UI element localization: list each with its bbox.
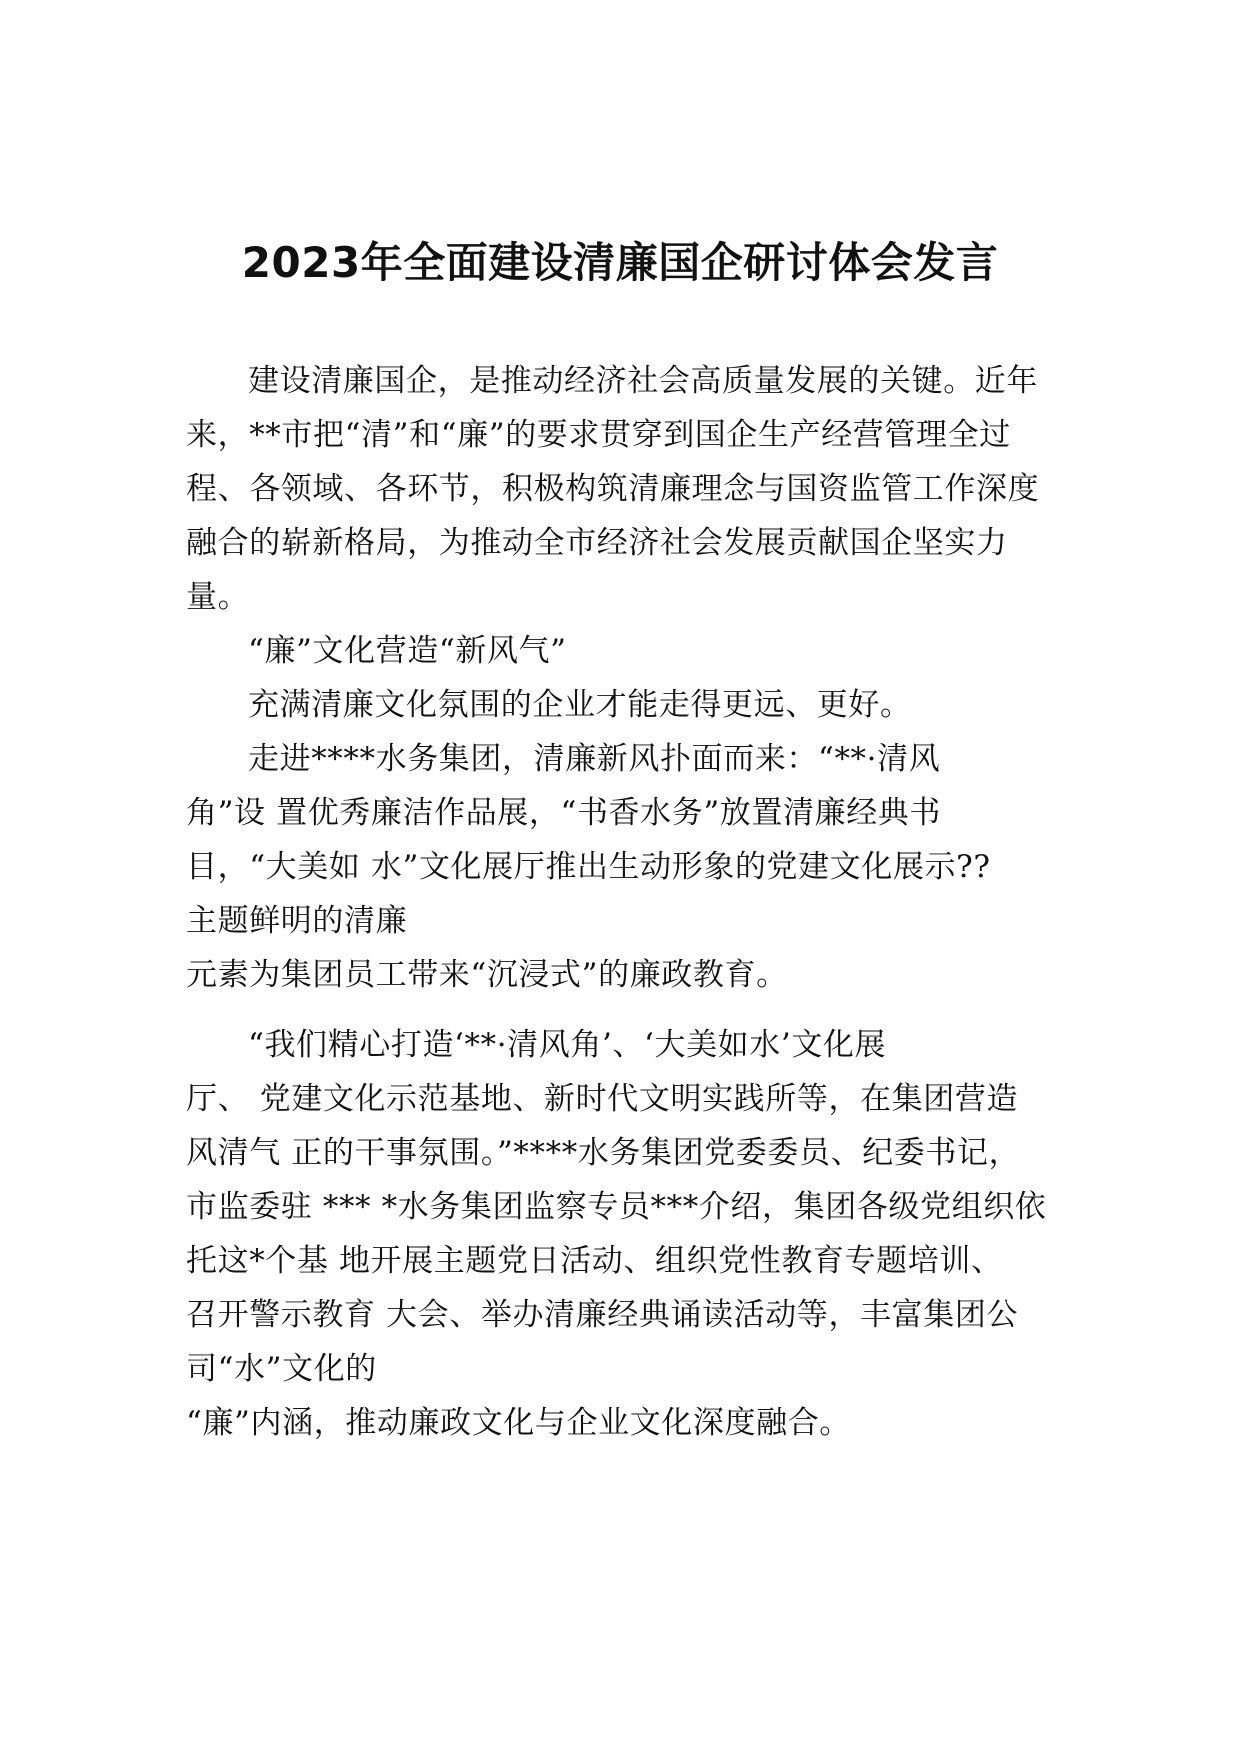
paragraph-line: “我们精心打造‘**·清风角’、‘大美如水’文化展	[248, 1027, 887, 1063]
paragraph-line: 市监委驻 *** *水务集团监察专员***介绍，集团各级党组织依	[186, 1189, 1047, 1225]
paragraph-line: 主题鲜明的清廉	[186, 903, 408, 939]
paragraph-intro: 建设清廉国企，是推动经济社会高质量发展的关键。近年来，**市把“清”和“廉”的要求贯穿到国企生产经营管理全过程、各领域、各环节，积极构筑清廉理念与国资监管工作深度融合的崭新格局，为推动全市经济社会发展贡献国企坚实力量。	[186, 363, 1040, 615]
paragraph-water-group	[186, 732, 1066, 1002]
paragraph-line: 风清气 正的干事氛围。”****水务集团党委委员、纪委书记，	[186, 1135, 1021, 1171]
document-title: 2023年全面建设清廉国企研讨体会发言	[241, 238, 999, 287]
paragraph-line: 厅、 党建文化示范基地、新时代文明实践所等，在集团营造	[186, 1081, 1019, 1117]
paragraph-culture: 充满清廉文化氛围的企业才能走得更远、更好。	[248, 687, 912, 723]
paragraph-line: 托这*个基 地开展主题党日活动、组织党性教育专题培训、	[186, 1243, 1003, 1279]
paragraph-quote	[186, 1018, 1066, 1450]
paragraph-line: 司“水”文化的	[186, 1351, 377, 1387]
document-body	[186, 354, 1066, 1450]
paragraph-line: “廉”内涵，推动廉政文化与企业文化深度融合。	[186, 1405, 851, 1441]
paragraph-line: 走进****水务集团，清廉新风扑面而来：“**·清风	[248, 741, 941, 777]
paragraph-line: 角”设 置优秀廉洁作品展，“书香水务”放置清廉经典书	[186, 795, 941, 831]
paragraph-line: 召开警示教育 大会、举办清廉经典诵读活动等，丰富集团公	[186, 1297, 1019, 1333]
section-heading: “廉”文化营造“新风气”	[248, 633, 567, 669]
paragraph-line: 目，“大美如 水”文化展厅推出生动形象的党建文化展示??	[186, 849, 991, 885]
paragraph-line: 元素为集团员工带来“沉浸式”的廉政教育。	[186, 957, 788, 993]
